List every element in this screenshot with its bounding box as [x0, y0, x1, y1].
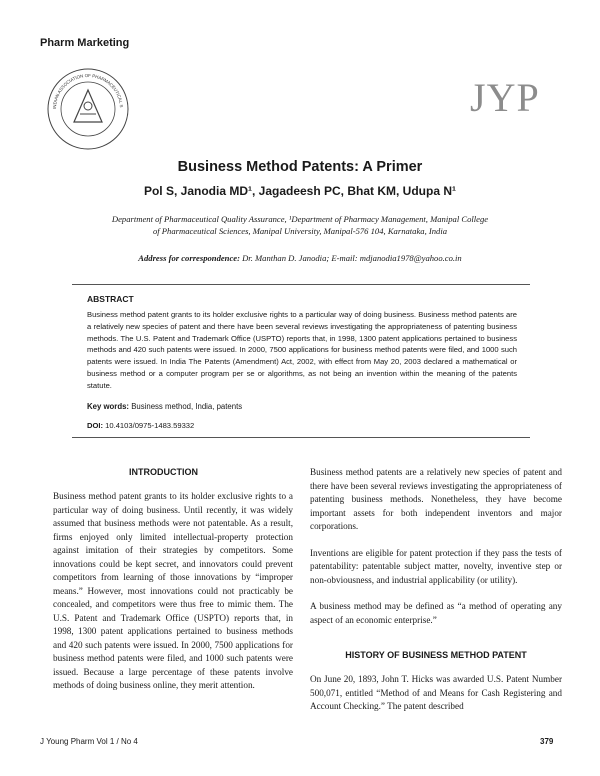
- abstract-heading: ABSTRACT: [87, 294, 134, 304]
- keywords-label: Key words:: [87, 402, 130, 411]
- keywords: [87, 402, 242, 411]
- introduction-paragraph: Business method patent grants to its holder exclusive rights to a particular way of doing business. Until recently, it was widely assumed that business methods were not patentable. As a result, firms enjoyed only limited intellectual-property protection against imitation of their strategies by competitors. Some innovations could be kept secret, and innovators could prevent competitors from learning of those innovations by “improper means.” However, most innovations could not practicably be concealed, and competitors were thus free to mimic them. The U.S. Patent and Trademark Office (USPTO) reports that, in 1998, 1300 patent applications pertained to business methods and 420 such patents were issued. In 2000, 7500 applications for business method patents were filed, and 1000 such patents were issued. Because a large percentage of these patents involve methods of doing business online, they merit attention.: [53, 491, 293, 690]
- page-number: 379: [540, 737, 554, 746]
- introduction-heading: INTRODUCTION: [129, 467, 198, 477]
- doi-label: DOI:: [87, 421, 104, 430]
- section-label: Pharm Marketing: [40, 37, 130, 49]
- correspondence: [0, 253, 600, 263]
- correspondence-text: Dr. Manthan D. Janodia; E-mail: mdjanodia1978@yahoo.co.in: [239, 253, 462, 263]
- logo-text: INDIAN ASSOCIATION OF PHARMACEUTICAL S: [51, 72, 124, 110]
- correspondence-label: Address for correspondence:: [138, 253, 240, 263]
- right-paragraph-1: Business method patents are a relatively new species of patent and there have been several reviews investigating the appropriateness of patenting business methods. Nonetheless, they have become important assets for both independent inventors and major corporations.: [310, 467, 562, 531]
- keywords-value: Business method, India, patents: [129, 402, 243, 411]
- journal-brand: JYP: [470, 75, 540, 120]
- footer-journal: J Young Pharm Vol 1 / No 4: [40, 737, 138, 746]
- doi: [87, 421, 194, 430]
- history-paragraph: On June 20, 1893, John T. Hicks was awarded U.S. Patent Number 500,071, entitled “Method of and Means for Cash Registering and Account Checking.” The patent described: [310, 674, 562, 711]
- history-heading: HISTORY OF BUSINESS METHOD PATENT: [345, 650, 527, 660]
- right-paragraph-3: A business method may be defined as “a method of operating any aspect of an economic enterprise.”: [310, 601, 562, 625]
- article-authors: Pol S, Janodia MD¹, Jagadeesh PC, Bhat KM, Udupa N¹: [143, 184, 457, 198]
- introduction-column: [53, 490, 293, 693]
- article-title: Business Method Patents: A Primer: [177, 159, 423, 175]
- right-paragraph-2: Inventions are eligible for patent protection if they pass the tests of patentability: patentable subject matter, novelty, inventive step or non-obviousness, and industrial applicability (or utility).: [310, 547, 562, 585]
- author-affiliation: Department of Pharmaceutical Quality Assurance, ¹Department of Pharmacy Management, Manipal College of Pharmaceutical Sciences, Manipal University, Manipal-576 104, Karnataka, India: [111, 214, 489, 236]
- history-column: [310, 673, 562, 714]
- doi-value: 10.4103/0975-1483.59332: [103, 421, 195, 430]
- right-column: [310, 466, 562, 627]
- association-logo: [40, 66, 136, 152]
- abstract-text: Business method patent grants to its holder exclusive rights to a particular way of doing business. Business method patents are a relatively new species of patent and there have been several reviews investigating the appropriateness of patenting business methods. The U.S. Patent and Trademark Office (USPTO) reports that, in 1998, 1300 patent applications pertained to business methods and 420 such patents were issued. In 2000, 7500 applications for business method patents were filed, and 1000 such patents were issued. In India The Patents (Amendment) Act, 2002, with effect from May 20, 2003 declared a mathematical or business method or a computer program per se or algorithms, as not being an invention within the meaning of the patents statute.: [87, 310, 517, 390]
